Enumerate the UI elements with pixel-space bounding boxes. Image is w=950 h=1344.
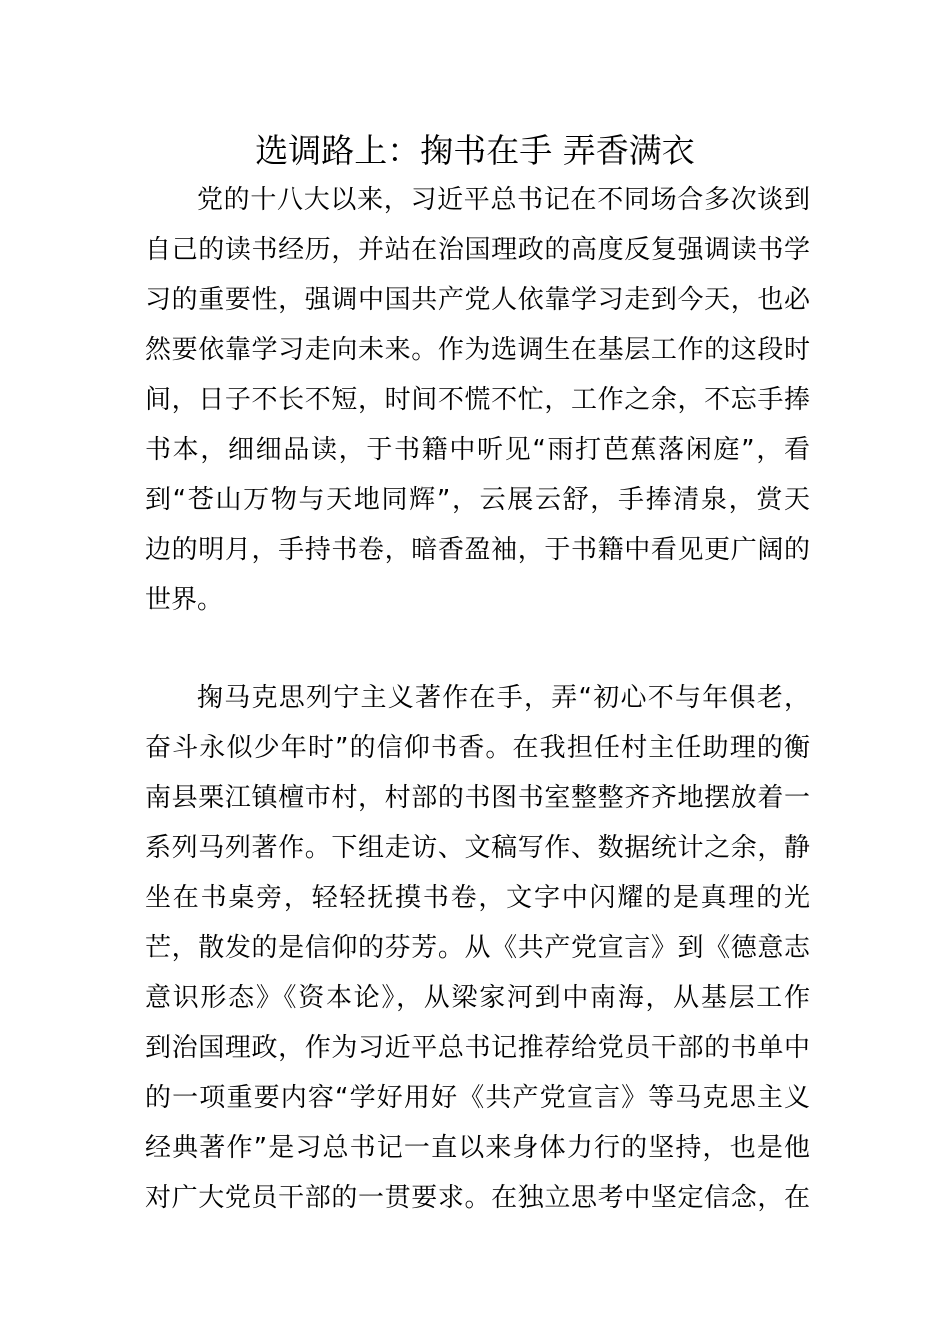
- document-title: 选调路上：掬书在手 弄香满衣: [255, 131, 695, 170]
- paragraph-2-line-3: 南县栗江镇檀市村，村部的书图书室整整齐齐地摆放着一: [145, 783, 810, 813]
- paragraph-2-line-10: 经典著作”是习总书记一直以来身体力行的坚持，也是他: [145, 1133, 810, 1163]
- paragraph-2-line-1: 掬马克思列宁主义著作在手，弄“初心不与年俱老，: [197, 683, 810, 713]
- paragraph-1-line-6: 书本，细细品读，于书籍中听见“雨打芭蕉落闲庭”，看: [145, 435, 810, 465]
- paragraph-1-line-8: 边的明月，手持书卷，暗香盈袖，于书籍中看见更广阔的: [145, 535, 810, 565]
- paragraph-1-line-4: 然要依靠学习走向未来。作为选调生在基层工作的这段时: [145, 335, 810, 365]
- paragraph-1-line-5: 间，日子不长不短，时间不慌不忙，工作之余，不忘手捧: [145, 385, 810, 415]
- paragraph-2-line-8: 到治国理政，作为习近平总书记推荐给党员干部的书单中: [145, 1033, 810, 1063]
- paragraph-2-line-6: 芒，散发的是信仰的芬芳。从《共产党宣言》到《德意志: [145, 933, 810, 963]
- paragraph-2-line-4: 系列马列著作。下组走访、文稿写作、数据统计之余，静: [145, 833, 810, 863]
- paragraph-2-line-9: 的一项重要内容“学好用好《共产党宣言》等马克思主义: [145, 1083, 810, 1113]
- paragraph-1-line-3: 习的重要性，强调中国共产党人依靠学习走到今天，也必: [145, 285, 810, 315]
- paragraph-1-line-9: 世界。: [145, 585, 224, 615]
- paragraph-2-line-5: 坐在书桌旁，轻轻抚摸书卷，文字中闪耀的是真理的光: [145, 883, 810, 913]
- paragraph-2-line-11: 对广大党员干部的一贯要求。在独立思考中坚定信念，在: [145, 1183, 810, 1213]
- paragraph-2-line-2: 奋斗永似少年时”的信仰书香。在我担任村主任助理的衡: [145, 733, 810, 763]
- paragraph-1-line-2: 自己的读书经历，并站在治国理政的高度反复强调读书学: [145, 235, 810, 265]
- paragraph-1-line-1: 党的十八大以来，习近平总书记在不同场合多次谈到: [197, 185, 810, 215]
- paragraph-1-line-7: 到“苍山万物与天地同辉”，云展云舒，手捧清泉，赏天: [145, 485, 810, 515]
- paragraph-2-line-7: 意识形态》《资本论》，从梁家河到中南海，从基层工作: [145, 983, 810, 1013]
